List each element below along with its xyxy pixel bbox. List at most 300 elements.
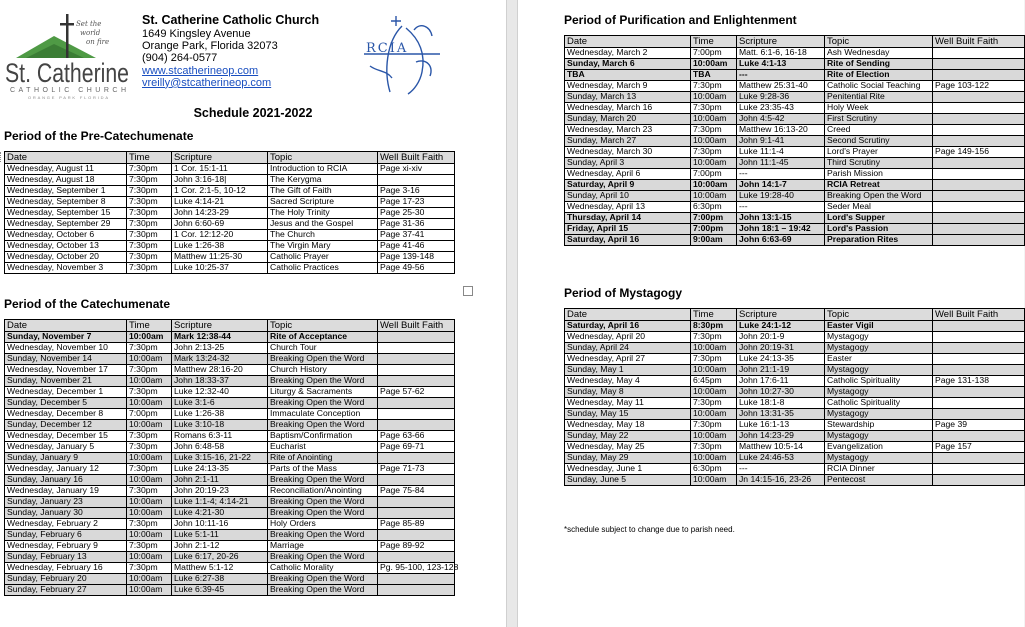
cell-date: Wednesday, October 13 [5,241,127,252]
cell-time: 7:30pm [691,332,737,343]
cell-topic: Pentecost [825,475,933,486]
cell-time: 7:30pm [127,343,172,354]
cell-date: Wednesday, April 27 [565,354,691,365]
table-row [5,541,455,552]
cell-topic: Catholic Spirituality [825,398,933,409]
cell-faith [933,103,1025,114]
cell-topic: Mystagogy [825,332,933,343]
cell-time: 7:30pm [127,431,172,442]
cell-faith [933,453,1025,464]
table-row [5,186,455,197]
table-row [5,453,455,464]
cell-time: 7:30pm [127,519,172,530]
table-row [565,59,1025,70]
cell-date: Sunday, May 1 [565,365,691,376]
page-gutter [506,0,518,627]
cell-scripture: Matthew 11:25-30 [172,252,268,263]
cell-topic: Stewardship [825,420,933,431]
cell-scripture: Mark 12:38-44 [172,332,268,343]
cell-scripture: Matthew 5:1-12 [172,563,268,574]
cell-topic: Breaking Open the Word [825,191,933,202]
header-topic: Topic [268,320,378,332]
cell-topic: Breaking Open the Word [268,585,378,596]
cell-time: 7:30pm [691,81,737,92]
svg-text:ORANGE PARK FLORIDA: ORANGE PARK FLORIDA [28,95,108,100]
cell-faith [933,398,1025,409]
cell-time: 10:00am [691,409,737,420]
cell-date: Wednesday, March 16 [565,103,691,114]
cell-time: 7:30pm [691,420,737,431]
cell-time: 10:00am [691,136,737,147]
cell-time: 10:00am [691,92,737,103]
svg-text:on fire: on fire [86,38,110,46]
cell-topic: Evangelization [825,442,933,453]
cell-topic: Mystagogy [825,409,933,420]
cell-topic: Catholic Prayer [268,252,378,263]
cell-topic: First Scrutiny [825,114,933,125]
cell-faith: Page 89-92 [378,541,455,552]
cell-date: Wednesday, September 8 [5,197,127,208]
cell-date: Saturday, April 9 [565,180,691,191]
cell-scripture: --- [737,464,825,475]
cell-topic: The Kerygma [268,175,378,186]
cell-topic: The Church [268,230,378,241]
cell-faith [378,343,455,354]
table-row [5,519,455,530]
cell-faith [378,420,455,431]
cell-time: 10:00am [691,343,737,354]
cell-time: 10:00am [127,552,172,563]
table-header-row [565,309,1025,321]
table-row [5,365,455,376]
cell-faith [378,585,455,596]
cell-time: 6:30pm [691,202,737,213]
table-row [565,81,1025,92]
header-faith: Well Built Faith [378,152,455,164]
cell-scripture: Jn 14:15-16, 23-26 [737,475,825,486]
table-row [565,387,1025,398]
table-row [565,92,1025,103]
pre-catechumenate-table [4,151,455,274]
cell-date: Sunday, February 13 [5,552,127,563]
table-row [5,442,455,453]
mystagogy-table [564,308,1025,486]
cell-faith: Page 75-84 [378,486,455,497]
cell-date: Wednesday, October 6 [5,230,127,241]
cell-date: Wednesday, March 9 [565,81,691,92]
cell-date: Wednesday, May 25 [565,442,691,453]
cell-scripture: John 10:27-30 [737,387,825,398]
cell-faith [378,574,455,585]
cell-topic: Easter Vigil [825,321,933,332]
cell-faith [378,409,455,420]
header-topic: Topic [825,36,933,48]
header-time: Time [691,36,737,48]
table-row [5,387,455,398]
cell-time: 10:00am [127,420,172,431]
section-title-purification: Period of Purification and Enlightenment [564,13,797,27]
cell-topic: Catholic Morality [268,563,378,574]
cell-faith: Page 3-16 [378,186,455,197]
cell-topic: The Gift of Faith [268,186,378,197]
cell-scripture: Luke 24:13-35 [172,464,268,475]
cell-faith [378,376,455,387]
cell-time: 7:30pm [127,230,172,241]
cell-date: Saturday, April 16 [565,321,691,332]
cell-scripture: 1 Cor. 15:1-11 [172,164,268,175]
cell-time: 7:00pm [691,48,737,59]
table-row [565,332,1025,343]
cell-topic: Reconciliation/Anointing [268,486,378,497]
cell-scripture: Luke 23:35-43 [737,103,825,114]
schedule-footnote: *schedule subject to change due to parish need. [564,525,735,534]
header-scripture: Scripture [172,320,268,332]
cell-faith [933,354,1025,365]
cell-time: 7:30pm [691,147,737,158]
cell-time: 7:30pm [691,125,737,136]
cell-topic: Catholic Practices [268,263,378,274]
cell-faith: Pg. 95-100, 123-128 [378,563,455,574]
church-phone: (904) 264-0577 [142,52,218,65]
cell-scripture: Matt. 6:1-6, 16-18 [737,48,825,59]
cell-time: TBA [691,70,737,81]
cell-date: Wednesday, June 1 [565,464,691,475]
table-row [565,365,1025,376]
table-row [565,180,1025,191]
cell-topic: Catholic Spirituality [825,376,933,387]
cell-topic: Breaking Open the Word [268,497,378,508]
table-row [5,263,455,274]
cell-time: 7:30pm [691,442,737,453]
document-page-right [518,0,1024,627]
table-row [565,431,1025,442]
cell-scripture: John 14:1-7 [737,180,825,191]
header-time: Time [127,320,172,332]
cell-topic: Breaking Open the Word [268,475,378,486]
cell-scripture: John 2:1-12 [172,541,268,552]
table-row [5,354,455,365]
cell-scripture: Luke 1:1-4; 4:14-21 [172,497,268,508]
cell-scripture: Mark 13:24-32 [172,354,268,365]
cell-time: 7:30pm [127,464,172,475]
cell-scripture: Luke 4:14-21 [172,197,268,208]
cell-date: Sunday, February 6 [5,530,127,541]
table-row [565,125,1025,136]
cell-topic: Easter [825,354,933,365]
cell-date: Sunday, April 24 [565,343,691,354]
cell-date: Sunday, June 5 [565,475,691,486]
cell-time: 10:00am [691,114,737,125]
table-row [565,202,1025,213]
table-row [5,508,455,519]
cell-date: Sunday, April 3 [565,158,691,169]
cell-time: 7:30pm [127,442,172,453]
cell-scripture: Luke 24:46-53 [737,453,825,464]
layout-anchor-box [463,286,473,296]
church-website-link[interactable]: www.stcatherineop.com [142,64,259,77]
cell-topic: The Holy Trinity [268,208,378,219]
rcia-logo [356,12,448,98]
cell-topic: Breaking Open the Word [268,508,378,519]
header-date: Date [565,36,691,48]
cell-date: Sunday, November 21 [5,376,127,387]
cell-scripture: John 17:6-11 [737,376,825,387]
table-row [565,475,1025,486]
cell-time: 10:00am [691,191,737,202]
svg-text:RCIA: RCIA [366,41,409,56]
table-row [5,343,455,354]
header-scripture: Scripture [172,152,268,164]
table-row [5,497,455,508]
cell-topic: Rite of Anointing [268,453,378,464]
cell-time: 10:00am [127,475,172,486]
cell-faith [933,332,1025,343]
cell-topic: Breaking Open the Word [268,398,378,409]
cell-scripture: John 11:1-45 [737,158,825,169]
table-row [565,235,1025,246]
cell-time: 10:00am [691,180,737,191]
cell-time: 10:00am [127,585,172,596]
cell-scripture: 1 Cor. 2:1-5, 10-12 [172,186,268,197]
cell-time: 7:00pm [127,409,172,420]
table-row [565,409,1025,420]
cell-date: Sunday, January 23 [5,497,127,508]
cell-topic: Mystagogy [825,453,933,464]
cell-date: Sunday, February 20 [5,574,127,585]
cell-topic: Rite of Acceptance [268,332,378,343]
cell-topic: Third Scrutiny [825,158,933,169]
table-row [5,164,455,175]
cell-faith: Page 31-36 [378,219,455,230]
cell-faith [933,213,1025,224]
table-row [5,574,455,585]
cell-scripture: Luke 5:1-11 [172,530,268,541]
purification-table [564,35,1025,246]
cell-scripture: Romans 6:3-11 [172,431,268,442]
cell-topic: Breaking Open the Word [268,420,378,431]
cell-date: Sunday, December 12 [5,420,127,431]
cell-time: 10:00am [127,508,172,519]
cell-faith [933,48,1025,59]
document-page-left [0,0,506,627]
cell-faith [933,202,1025,213]
cell-topic: Breaking Open the Word [268,376,378,387]
table-row [5,208,455,219]
cell-date: Wednesday, March 23 [565,125,691,136]
cell-date: Saturday, April 16 [565,235,691,246]
cell-scripture: Matthew 10:5-14 [737,442,825,453]
cell-topic: Eucharist [268,442,378,453]
cell-scripture: Luke 16:1-13 [737,420,825,431]
cell-faith [933,321,1025,332]
cell-faith: Page 69-71 [378,442,455,453]
cell-time: 10:00am [691,431,737,442]
cell-faith: Page 57-62 [378,387,455,398]
cell-faith [933,365,1025,376]
cell-faith: Page 103-122 [933,81,1025,92]
cell-faith [378,508,455,519]
cell-date: Sunday, February 27 [5,585,127,596]
cell-date: Sunday, January 9 [5,453,127,464]
cell-date: Sunday, April 10 [565,191,691,202]
table-row [565,70,1025,81]
cell-faith [933,125,1025,136]
cell-scripture: --- [737,169,825,180]
table-row [5,563,455,574]
cell-scripture: Luke 9:28-36 [737,92,825,103]
header-faith: Well Built Faith [378,320,455,332]
cell-time: 7:30pm [127,241,172,252]
cell-topic: Church History [268,365,378,376]
cell-scripture: Luke 6:39-45 [172,585,268,596]
table-row [5,420,455,431]
cell-faith [378,365,455,376]
cell-scripture: John 21:1-19 [737,365,825,376]
cell-faith [933,224,1025,235]
table-row [5,175,455,186]
cell-date: Friday, April 15 [565,224,691,235]
cell-time: 6:30pm [691,464,737,475]
cell-time: 7:30pm [127,164,172,175]
cell-scripture: Luke 18:1-8 [737,398,825,409]
cell-topic: Jesus and the Gospel [268,219,378,230]
cell-faith [933,235,1025,246]
cell-scripture: John 6:48-58 [172,442,268,453]
table-row [5,409,455,420]
cell-date: Wednesday, September 1 [5,186,127,197]
cell-faith: Page xi-xiv [378,164,455,175]
cell-topic: Parts of the Mass [268,464,378,475]
cell-time: 10:00am [691,475,737,486]
cell-time: 7:30pm [127,186,172,197]
svg-text:Set the: Set the [76,20,102,28]
table-row [565,103,1025,114]
table-row [5,197,455,208]
church-email-link[interactable]: vreilly@stcatherineop.com [142,76,272,89]
cell-topic: Baptism/Confirmation [268,431,378,442]
cell-faith: Page 71-73 [378,464,455,475]
table-header-row [5,320,455,332]
cell-topic: Mystagogy [825,431,933,442]
cell-date: Wednesday, December 8 [5,409,127,420]
table-row [5,230,455,241]
cell-date: Sunday, December 5 [5,398,127,409]
cell-topic: Breaking Open the Word [268,552,378,563]
cell-time: 10:00am [127,354,172,365]
cell-scripture: John 9:1-41 [737,136,825,147]
cell-date: Wednesday, March 30 [565,147,691,158]
cell-date: Sunday, May 8 [565,387,691,398]
cell-time: 7:30pm [127,365,172,376]
header-faith: Well Built Faith [933,309,1025,321]
table-header-row [5,152,455,164]
header-date: Date [5,320,127,332]
cell-scripture: John 4:5-42 [737,114,825,125]
cell-faith [933,59,1025,70]
table-row [565,114,1025,125]
cell-scripture: Luke 6:27-38 [172,574,268,585]
cell-scripture: Luke 4:21-30 [172,508,268,519]
cell-time: 7:30pm [691,103,737,114]
cell-date: Sunday, March 6 [565,59,691,70]
cell-topic: Mystagogy [825,343,933,354]
cell-scripture: Matthew 16:13-20 [737,125,825,136]
table-row [565,213,1025,224]
cell-scripture: Luke 1:26-38 [172,241,268,252]
cell-faith [933,475,1025,486]
cell-scripture: Luke 11:1-4 [737,147,825,158]
table-row [565,136,1025,147]
cell-faith [378,354,455,365]
cell-topic: Ash Wednesday [825,48,933,59]
table-row [5,464,455,475]
cell-topic: Lord's Supper [825,213,933,224]
cell-time: 9:00am [691,235,737,246]
cell-topic: Introduction to RCIA [268,164,378,175]
section-title-mystagogy: Period of Mystagogy [564,286,683,300]
table-row [565,453,1025,464]
section-title-catechumenate: Period of the Catechumenate [4,297,171,311]
table-row [5,486,455,497]
cell-scripture: John 20:19-31 [737,343,825,354]
cell-topic: Second Scrutiny [825,136,933,147]
table-row [5,219,455,230]
cell-scripture: Luke 3:1-6 [172,398,268,409]
cell-date: Sunday, March 13 [565,92,691,103]
table-row [565,420,1025,431]
cell-scripture: --- [737,70,825,81]
cell-date: Wednesday, January 19 [5,486,127,497]
cell-date: Sunday, January 16 [5,475,127,486]
table-row [565,398,1025,409]
cell-faith [378,453,455,464]
cell-faith: Page 37-41 [378,230,455,241]
cell-scripture: John 2:1-11 [172,475,268,486]
cell-scripture: John 13:31-35 [737,409,825,420]
cell-scripture: Luke 19:28-40 [737,191,825,202]
cell-faith [933,464,1025,475]
cell-time: 7:30pm [127,252,172,263]
table-row [565,158,1025,169]
table-row [565,169,1025,180]
cell-time: 10:00am [691,365,737,376]
cell-date: Thursday, April 14 [565,213,691,224]
cell-faith [378,475,455,486]
cell-faith [933,169,1025,180]
table-row [565,464,1025,475]
cell-time: 6:45pm [691,376,737,387]
cell-date: Wednesday, February 2 [5,519,127,530]
cell-scripture: Luke 24:1-12 [737,321,825,332]
cell-scripture: Luke 1:26-38 [172,409,268,420]
table-row [565,224,1025,235]
cell-date: Sunday, May 15 [565,409,691,420]
catechumenate-table [4,319,459,596]
cell-topic: RCIA Dinner [825,464,933,475]
svg-text:St. Catherine: St. Catherine [5,58,129,88]
cell-faith [378,175,455,186]
cell-scripture: Luke 3:15-16, 21-22 [172,453,268,464]
table-row [5,552,455,563]
cell-date: TBA [565,70,691,81]
cell-time: 10:00am [691,59,737,70]
cell-topic: Immaculate Conception [268,409,378,420]
cell-time: 7:00pm [691,169,737,180]
cell-faith [933,158,1025,169]
cell-topic: Breaking Open the Word [268,354,378,365]
header-scripture: Scripture [737,309,825,321]
cell-topic: Liturgy & Sacraments [268,387,378,398]
